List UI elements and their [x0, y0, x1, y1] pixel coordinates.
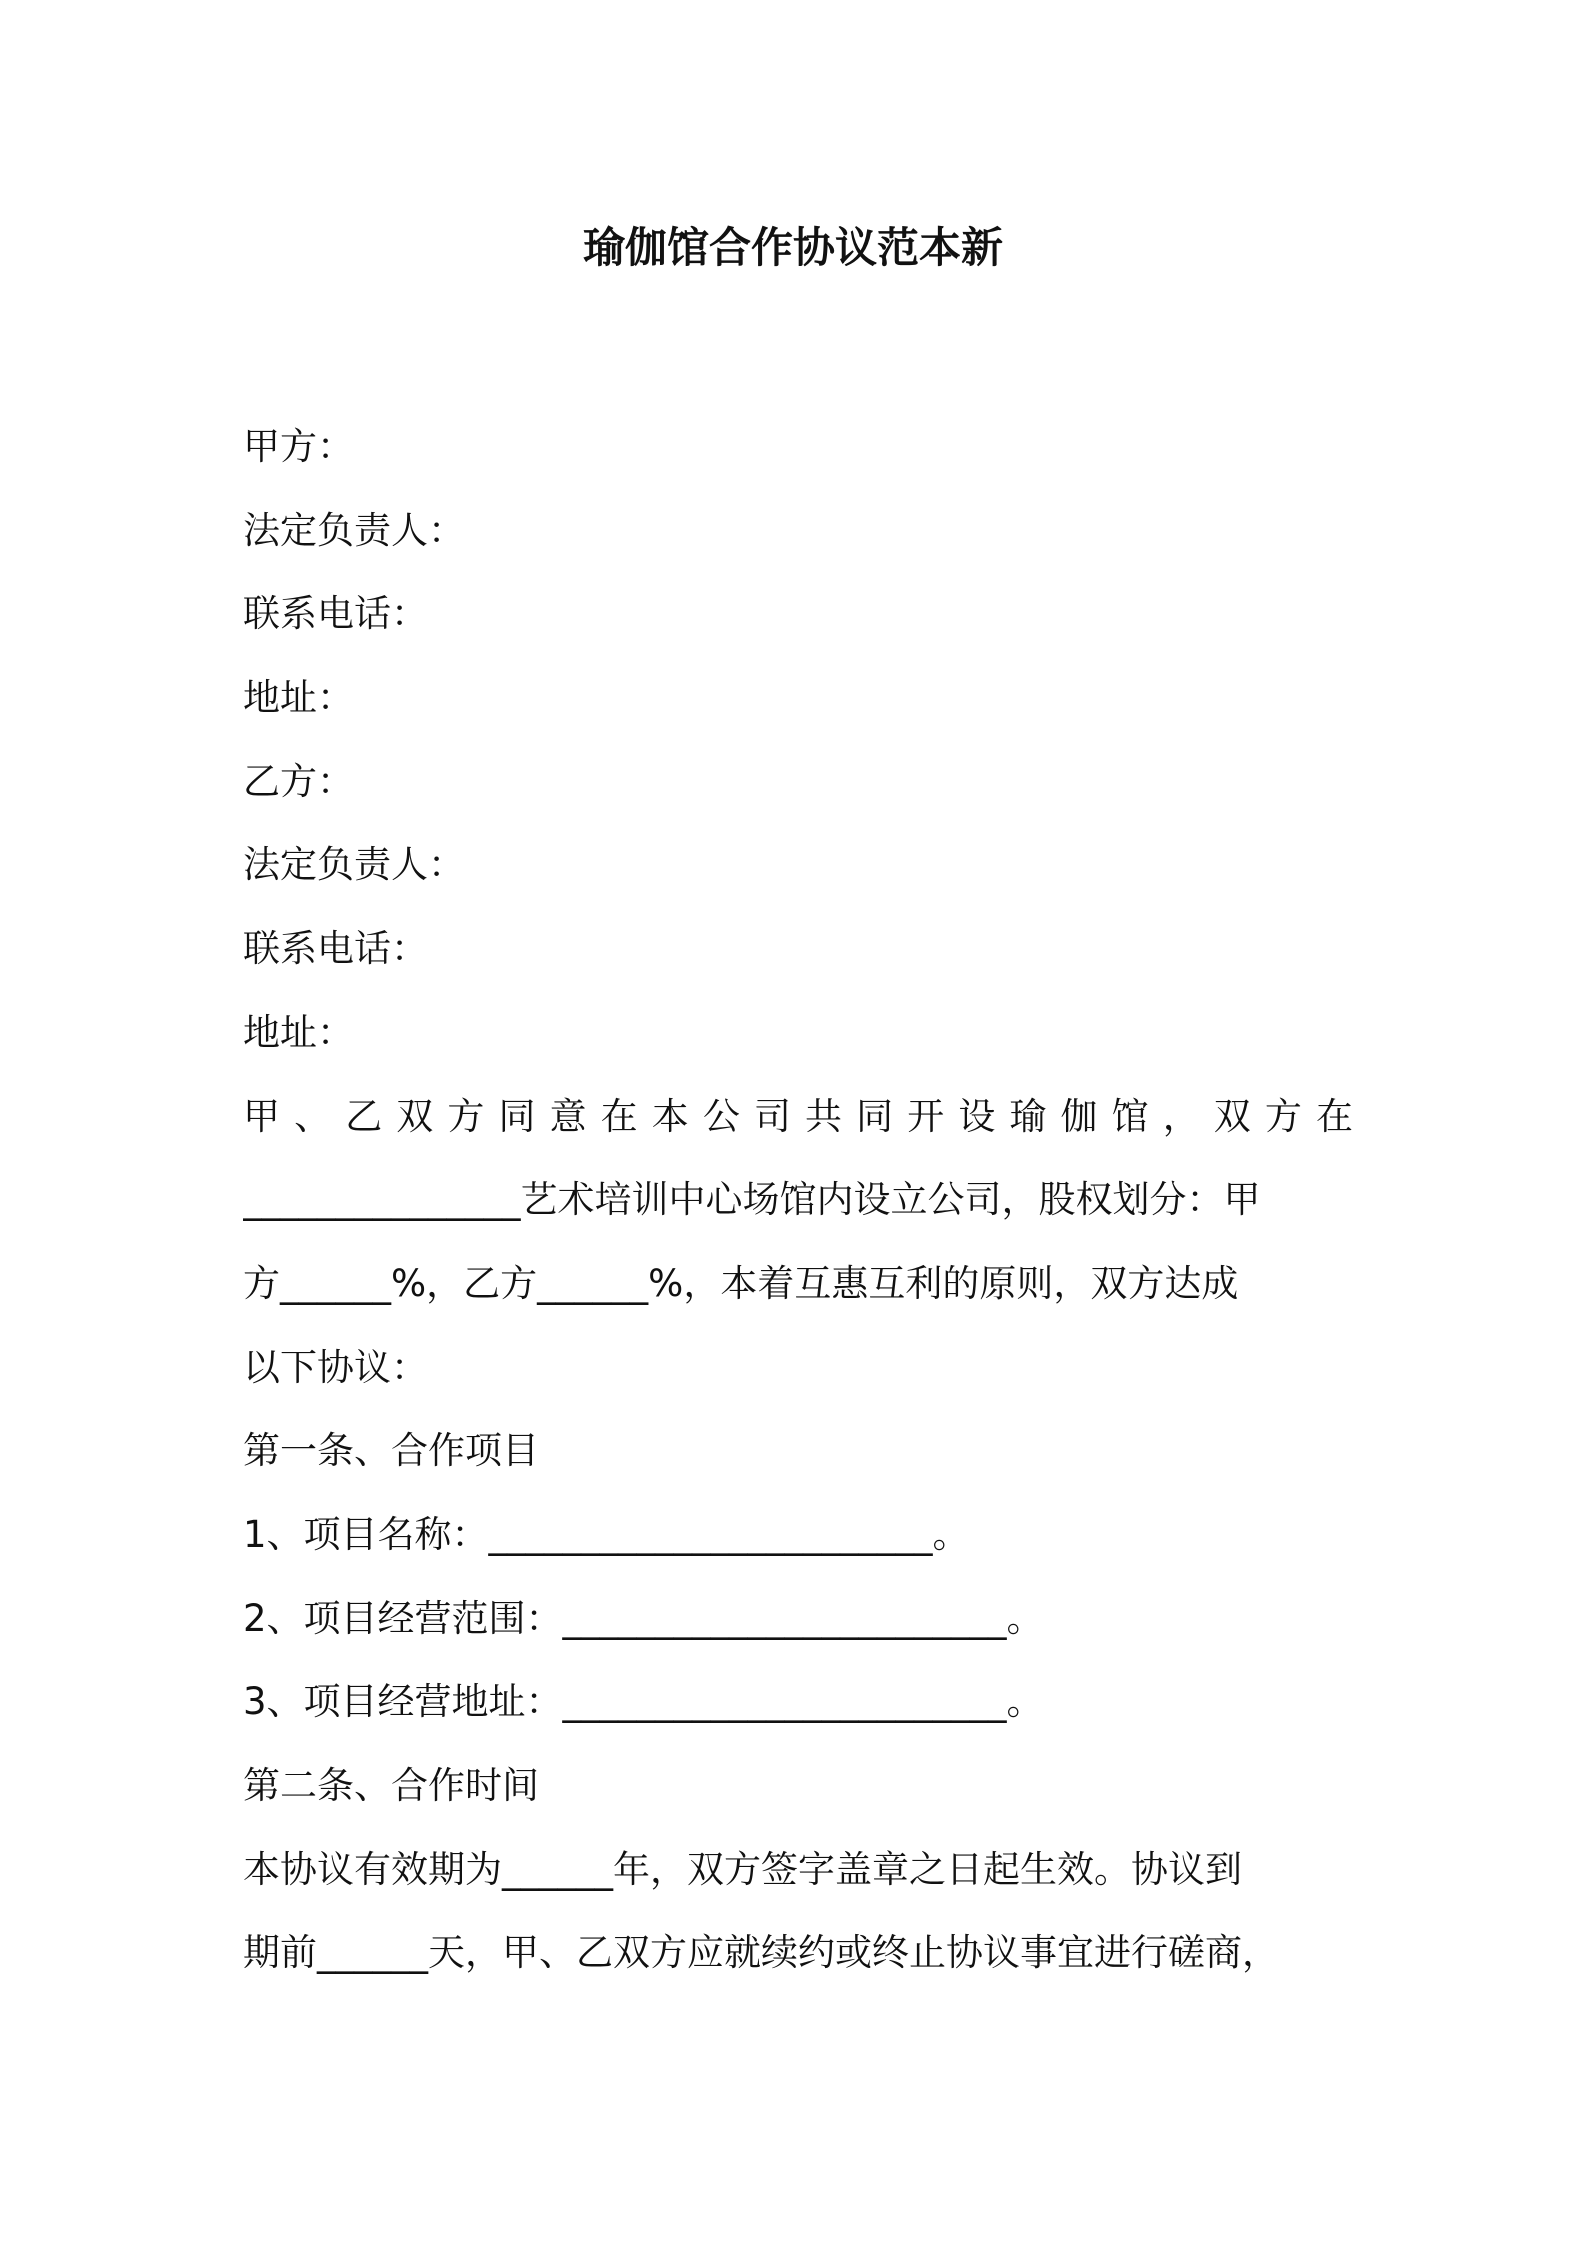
project-address-item: 3、项目经营地址：________________________。	[243, 1680, 1044, 1724]
party-a-legal-representative-label: 法定负责人：	[243, 508, 465, 552]
party-b-legal-representative-label: 法定负责人：	[243, 843, 465, 887]
article-2-heading: 第二条、合作时间	[243, 1764, 539, 1807]
intro-paragraph-line-2: _______________艺术培训中心场馆内设立公司，股权划分：甲	[243, 1178, 1261, 1222]
intro-paragraph-line-4: 以下协议：	[243, 1345, 428, 1389]
term-paragraph-line-1: 本协议有效期为______年，双方签字盖章之日起生效。协议到	[243, 1847, 1242, 1891]
party-a-label: 甲方：	[243, 425, 354, 468]
intro-paragraph-line-1: 甲、乙双方同意在本公司共同开设瑜伽馆，双方在	[243, 1094, 1353, 1138]
party-b-address-label: 地址：	[243, 1010, 354, 1054]
term-paragraph-line-2: 期前______天，甲、乙双方应就续约或终止协议事宜进行磋商，	[243, 1931, 1279, 1975]
project-scope-item: 2、项目经营范围：________________________。	[243, 1596, 1044, 1640]
project-name-item: 1、项目名称：________________________。	[243, 1512, 970, 1556]
document-title: 瑜伽馆合作协议范本新	[582, 223, 1003, 272]
party-a-address-label: 地址：	[243, 676, 354, 720]
party-b-label: 乙方：	[243, 759, 354, 803]
article-1-heading: 第一条、合作项目	[243, 1429, 539, 1473]
intro-paragraph-line-3: 方______%，乙方______%，本着互惠互利的原则，双方达成	[243, 1261, 1239, 1305]
party-a-phone-label: 联系电话：	[243, 592, 428, 636]
document-body	[243, 405, 1353, 1995]
party-b-phone-label: 联系电话：	[243, 927, 428, 971]
